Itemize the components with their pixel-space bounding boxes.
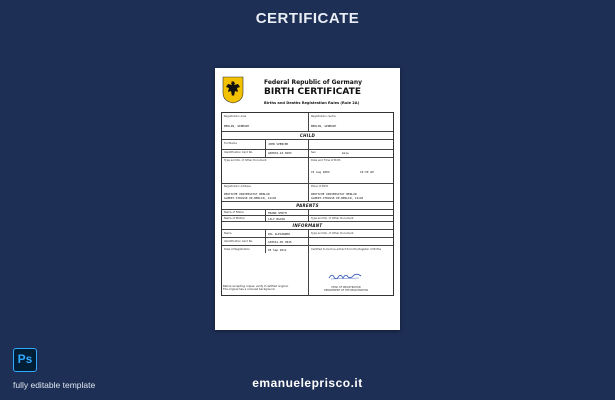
id-card-label: Identification Card No. <box>224 151 254 154</box>
dob-label: Date and Time of Birth <box>311 159 341 162</box>
child-section-header: CHILD <box>299 133 316 138</box>
informant-id-label: Identification Card No. <box>224 240 254 243</box>
date-reg-label: Date of Registration <box>224 248 250 251</box>
reg-centre-value: BERLIN, GERMANY <box>311 124 337 128</box>
reg-centre-label: Registration centre <box>311 115 336 118</box>
full-name-value: JOHN SPENCER <box>268 142 289 146</box>
document-title: BIRTH CERTIFICATE <box>264 87 361 97</box>
pob-line2: ALBERT-STRASSE DE-BERLIN, 12145 <box>311 196 364 200</box>
note-line-2: The original has a coloured background. <box>223 288 276 292</box>
sex-label: Sex <box>311 151 316 154</box>
dob-time: 10:30 AM <box>360 170 374 174</box>
photoshop-icon: Ps <box>13 348 37 372</box>
pob-label: Place of Birth <box>311 185 329 188</box>
reg-area-label: Registration area <box>224 115 247 118</box>
full-name-label: Full Name <box>224 142 237 145</box>
mother-label: Name of Mother <box>224 217 245 220</box>
informant-id-value: A38541-05-3845 <box>268 240 292 244</box>
father-value: FRANK SMITH <box>268 211 287 215</box>
reg-address-line1: DEUTSCHE UNIVERSITAT BERLIN <box>224 192 270 196</box>
birth-certificate-document <box>215 68 400 330</box>
editable-template-caption: fully editable template <box>13 380 96 390</box>
reg-address-line2: ALBERT-STRASSE DE-BERLIN, 12145 <box>224 196 277 200</box>
verification-note <box>223 285 318 292</box>
issuing-country: Federal Republic of Germany <box>264 79 363 86</box>
parents-section-header: PARENTS <box>296 203 319 208</box>
signer-block <box>323 286 369 292</box>
document-subtitle: Births and Deaths Registration Rules (Rule 2A) <box>264 101 360 105</box>
note-line-1: Before accepting copies, verify if certified original. <box>223 285 289 288</box>
page-title: CERTIFICATE <box>255 10 360 27</box>
informant-name-value: PAL ALEXANDER <box>268 232 290 236</box>
pob-line1: DEUTSCHE UNIVERSITAT BERLIN <box>311 192 357 196</box>
certified-label: Certified to be true extract from the Register of Births <box>311 248 381 251</box>
informant-type-doc-label: Type and No. of Other Document <box>311 232 354 235</box>
id-card-value: A00834-24-5683 <box>268 151 292 155</box>
website-link[interactable]: emanueleprisco.it <box>252 376 363 390</box>
father-label: Name of Father <box>224 211 244 214</box>
date-reg-value: 05 Sep 2011 <box>268 248 287 252</box>
signer-line-2: DEPARTMENT OF THE REGISTRATION <box>324 289 368 292</box>
dob-date: 15 Aug 2002 <box>311 170 330 174</box>
certificate-form-grid <box>221 112 394 296</box>
informant-name-label: Name <box>224 232 232 235</box>
reg-area-value: BERLIN, GERMANY <box>224 124 250 128</box>
parent-type-doc-label: Type and No. of Other Document <box>311 217 354 220</box>
informant-section-header: INFORMANT <box>292 223 323 228</box>
mother-value: LILY BAJOR <box>268 217 285 221</box>
signer-line-1: HEAD OF REGISTRATION <box>331 286 361 289</box>
type-doc-label: Type and No. of Other Document <box>224 159 267 162</box>
eagle-coat-of-arms-icon <box>222 76 244 104</box>
reg-address-label: Registration Address <box>224 185 251 188</box>
sex-value: male <box>342 151 349 155</box>
signature-image <box>328 272 362 280</box>
